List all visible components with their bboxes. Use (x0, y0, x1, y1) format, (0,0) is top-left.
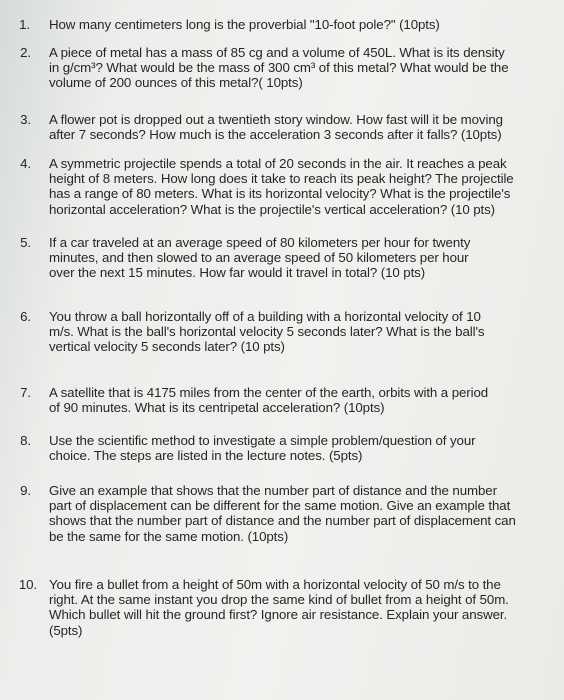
question-text: A symmetric projectile spends a total of 20 seconds in the air. It reaches a peak height of 8 meters. How long does it take to reach its peak height? The projectile has a range of 80 meters. What is its horizontal velocity? What is the projectile's horizontal acceleration? What is the projectile's vertical acceleration? (10 pts) (49, 156, 514, 217)
question-number: 9. (20, 483, 31, 498)
question-text: A satellite that is 4175 miles from the center of the earth, orbits with a period of 90 minutes. What is its centripetal acceleration? (10pts) (49, 385, 489, 416)
question-number: 1. (19, 17, 30, 32)
question-number: 5. (20, 235, 31, 250)
question-text: A piece of metal has a mass of 85 cg and a volume of 450L. What is its density in g/cm³? What would be the mass of 300 cm³ of this metal? What would be the volume of 200 ounces of this metal?( 10pts) (49, 45, 509, 91)
question-text: You fire a bullet from a height of 50m with a horizontal velocity of 50 m/s to the right. At the same instant you drop the same kind of bullet from a height of 50m. Which bullet will hit the ground first? Ignore air resistance. Explain your answer. (5pts) (49, 577, 509, 638)
question-number: 6. (20, 309, 31, 324)
question-text: How many centimeters long is the proverbial "10-foot pole?" (10pts) (49, 17, 440, 32)
question-text: A flower pot is dropped out a twentieth story window. How fast will it be moving after 7 seconds? How much is the acceleration 3 seconds after it falls? (10pts) (49, 112, 503, 143)
question-text: Use the scientific method to investigate a simple problem/question of your choice. The steps are listed in the lecture notes. (5pts) (49, 433, 476, 464)
question-text: Give an example that shows that the number part of distance and the number part of displacement can be different for the same motion. Give an example that shows that the number part of distance and the number part of displacement can be the same for the same motion. (10pts) (49, 483, 516, 544)
question-text: If a car traveled at an average speed of 80 kilometers per hour for twenty minutes, and then slowed to an average speed of 50 kilometers per hour over the next 15 minutes. How far would it travel in total? (10 pts) (49, 235, 471, 281)
question-number: 3. (20, 112, 31, 127)
question-number: 4. (20, 156, 31, 171)
question-number: 7. (20, 385, 31, 400)
question-number: 8. (20, 433, 31, 448)
question-number: 2. (20, 45, 31, 60)
question-text: You throw a ball horizontally off of a building with a horizontal velocity of 10 m/s. What is the ball's horizontal velocity 5 seconds later? What is the ball's vertical velocity 5 seconds later? (10 pts) (49, 309, 485, 355)
question-number: 10. (18, 577, 37, 592)
